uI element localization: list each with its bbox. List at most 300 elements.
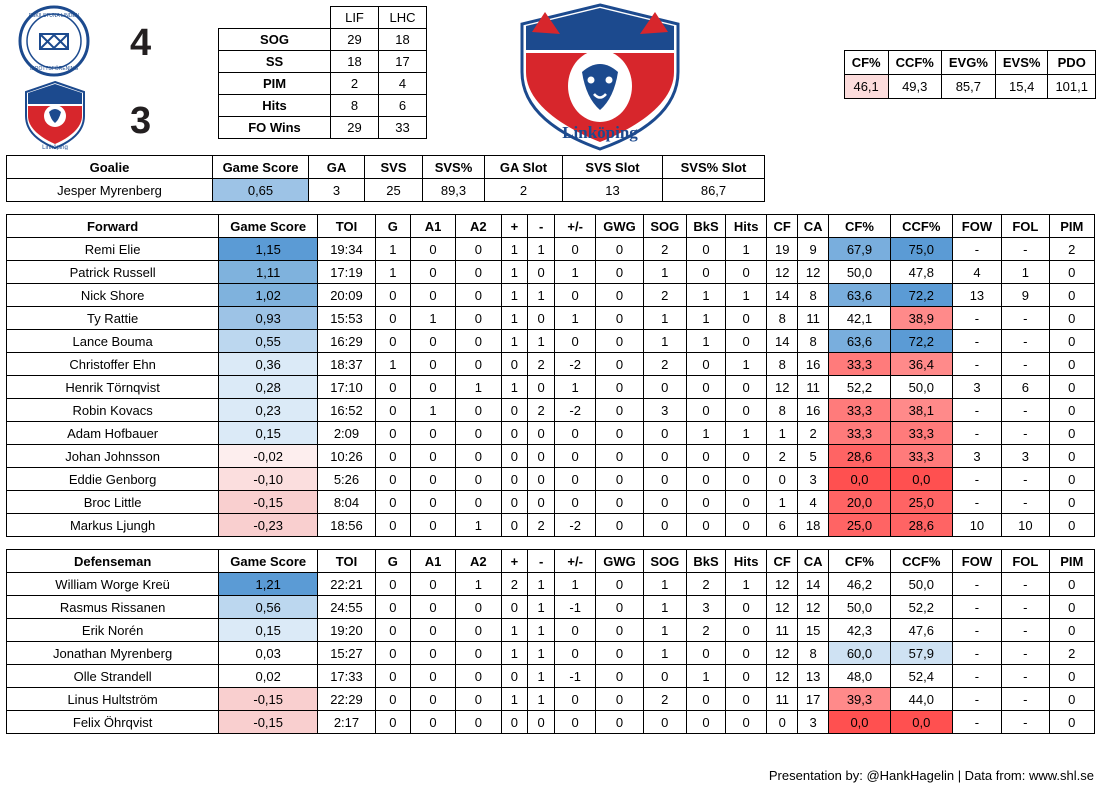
game-score: 1,15 <box>219 238 318 261</box>
game-score: 0,36 <box>219 353 318 376</box>
toi: 15:53 <box>318 307 376 330</box>
game-score: -0,15 <box>219 711 318 734</box>
primary-assists: 0 <box>410 445 455 468</box>
col-fow: FOW <box>952 550 1001 573</box>
corsi-close-for-pct: 50,0 <box>890 376 952 399</box>
corsi-for-pct: 46,2 <box>829 573 891 596</box>
goals: 0 <box>375 422 410 445</box>
penalty-minutes: 0 <box>1049 307 1094 330</box>
corsi-for-pct: 33,3 <box>829 399 891 422</box>
hits: 0 <box>726 261 767 284</box>
plus: 0 <box>501 711 528 734</box>
secondary-assists: 0 <box>456 619 501 642</box>
table-row <box>7 573 1095 596</box>
shots-on-goal: 0 <box>643 376 686 399</box>
game-score: 0,15 <box>219 422 318 445</box>
player-name: Felix Öhrqvist <box>7 711 219 734</box>
toi: 10:26 <box>318 445 376 468</box>
minus: 0 <box>528 376 555 399</box>
toi: 24:55 <box>318 596 376 619</box>
faceoff-losses: 9 <box>1002 284 1049 307</box>
corsi-close-for-pct: 38,9 <box>890 307 952 330</box>
col-cfpct: CF% <box>829 550 891 573</box>
corsi-for-pct: 63,6 <box>829 284 891 307</box>
plus: 1 <box>501 238 528 261</box>
penalty-minutes: 0 <box>1049 261 1094 284</box>
corsi-for-pct: 0,0 <box>829 711 891 734</box>
goalie-col-svsslot: SVS Slot <box>563 156 663 179</box>
plus: 1 <box>501 619 528 642</box>
plus-minus: -2 <box>555 514 596 537</box>
goals: 1 <box>375 261 410 284</box>
shots-on-goal: 0 <box>643 468 686 491</box>
primary-assists: 0 <box>410 330 455 353</box>
primary-assists: 0 <box>410 353 455 376</box>
game-winning-goal: 0 <box>596 619 643 642</box>
game-score: 0,03 <box>219 642 318 665</box>
shots-on-goal: 0 <box>643 711 686 734</box>
blocked-shots: 0 <box>686 642 725 665</box>
player-name: Johan Johnsson <box>7 445 219 468</box>
hits: 0 <box>726 642 767 665</box>
game-winning-goal: 0 <box>596 596 643 619</box>
plus: 0 <box>501 491 528 514</box>
faceoff-wins: - <box>952 307 1001 330</box>
toi: 2:09 <box>318 422 376 445</box>
logo-wordmark: Linköping <box>562 123 638 142</box>
summary-label: Hits <box>219 95 331 117</box>
corsi-for-pct: 50,0 <box>829 596 891 619</box>
minus: 1 <box>528 284 555 307</box>
col-gwg: GWG <box>596 550 643 573</box>
summary-col-lhc: LHC <box>379 7 427 29</box>
corsi-close-for-pct: 36,4 <box>890 353 952 376</box>
table-row <box>7 422 1095 445</box>
footer-credit: Presentation by: @HankHagelin | Data from: www.shl.se <box>768 768 1094 783</box>
game-score: 0,28 <box>219 376 318 399</box>
forward-col-name: Forward <box>7 215 219 238</box>
player-name: Ty Rattie <box>7 307 219 330</box>
player-name: Broc Little <box>7 491 219 514</box>
hits: 0 <box>726 711 767 734</box>
col-ccfpct: CCF% <box>890 215 952 238</box>
faceoff-wins: - <box>952 665 1001 688</box>
table-header-row <box>7 156 1095 179</box>
col-toi: TOI <box>318 215 376 238</box>
plus-minus: 1 <box>555 573 596 596</box>
goalie-col-gaslot: GA Slot <box>485 156 563 179</box>
faceoff-wins: - <box>952 491 1001 514</box>
goals: 0 <box>375 399 410 422</box>
penalty-minutes: 0 <box>1049 445 1094 468</box>
col-bks: BkS <box>686 550 725 573</box>
hits: 0 <box>726 376 767 399</box>
hits: 1 <box>726 284 767 307</box>
blocked-shots: 1 <box>686 284 725 307</box>
svg-text:ESKILSTUNA LINDEN: ESKILSTUNA LINDEN <box>28 13 80 19</box>
corsi-against: 16 <box>798 353 829 376</box>
secondary-assists: 1 <box>456 573 501 596</box>
col-plusminus: +/- <box>555 550 596 573</box>
secondary-assists: 0 <box>456 422 501 445</box>
minus: 0 <box>528 445 555 468</box>
player-name: Olle Strandell <box>7 665 219 688</box>
game-winning-goal: 0 <box>596 238 643 261</box>
corsi-for: 12 <box>767 376 798 399</box>
corsi-against: 5 <box>798 445 829 468</box>
toi: 2:17 <box>318 711 376 734</box>
faceoff-wins: 13 <box>952 284 1001 307</box>
table-row <box>844 75 1095 99</box>
table-row <box>7 376 1095 399</box>
shots-on-goal: 1 <box>643 330 686 353</box>
plus-minus: 0 <box>555 445 596 468</box>
secondary-assists: 0 <box>456 238 501 261</box>
blocked-shots: 0 <box>686 261 725 284</box>
plus: 0 <box>501 514 528 537</box>
blocked-shots: 0 <box>686 399 725 422</box>
eskilstuna-linden-logo-icon <box>10 4 98 78</box>
goalie-col-ga: GA <box>309 156 365 179</box>
corsi-against: 13 <box>798 665 829 688</box>
blocked-shots: 3 <box>686 596 725 619</box>
penalty-minutes: 0 <box>1049 353 1094 376</box>
summary-label: FO Wins <box>219 117 331 139</box>
penalty-minutes: 0 <box>1049 284 1094 307</box>
col-hits: Hits <box>726 550 767 573</box>
faceoff-wins: - <box>952 399 1001 422</box>
corsi-against: 14 <box>798 573 829 596</box>
corsi-close-for-pct: 44,0 <box>890 688 952 711</box>
col-game-score: Game Score <box>219 215 318 238</box>
secondary-assists: 0 <box>456 284 501 307</box>
game-winning-goal: 0 <box>596 330 643 353</box>
corsi-for: 2 <box>767 445 798 468</box>
game-winning-goal: 0 <box>596 353 643 376</box>
primary-assists: 0 <box>410 688 455 711</box>
corsi-for: 12 <box>767 573 798 596</box>
hits: 0 <box>726 445 767 468</box>
summary-col-lif: LIF <box>331 7 379 29</box>
corsi-close-for-pct: 0,0 <box>890 468 952 491</box>
col-ca: CA <box>798 550 829 573</box>
table-row <box>7 596 1095 619</box>
blocked-shots: 1 <box>686 665 725 688</box>
goalie-spacer-header <box>765 156 1095 179</box>
goals: 0 <box>375 376 410 399</box>
corsi-for: 8 <box>767 307 798 330</box>
minus: 0 <box>528 711 555 734</box>
game-score: 0,15 <box>219 619 318 642</box>
game-winning-goal: 0 <box>596 468 643 491</box>
player-name: Patrick Russell <box>7 261 219 284</box>
penalty-minutes: 0 <box>1049 330 1094 353</box>
table-header-row <box>7 215 1095 238</box>
primary-assists: 0 <box>410 711 455 734</box>
corsi-for: 19 <box>767 238 798 261</box>
table-header-row <box>844 51 1095 75</box>
adv-value-evs: 15,4 <box>995 75 1048 99</box>
table-row <box>7 665 1095 688</box>
col-g: G <box>375 550 410 573</box>
plus-minus: 1 <box>555 376 596 399</box>
faceoff-losses: - <box>1002 711 1049 734</box>
corsi-against: 2 <box>798 422 829 445</box>
player-name: Linus Hultström <box>7 688 219 711</box>
goals: 0 <box>375 468 410 491</box>
plus: 0 <box>501 399 528 422</box>
plus: 1 <box>501 307 528 330</box>
summary-lif-value: 8 <box>331 95 379 117</box>
plus: 0 <box>501 468 528 491</box>
plus: 2 <box>501 573 528 596</box>
corsi-for: 1 <box>767 491 798 514</box>
corsi-for: 12 <box>767 596 798 619</box>
faceoff-losses: - <box>1002 353 1049 376</box>
plus: 1 <box>501 261 528 284</box>
secondary-assists: 0 <box>456 665 501 688</box>
game-score: -0,15 <box>219 491 318 514</box>
faceoff-losses: - <box>1002 619 1049 642</box>
game-winning-goal: 0 <box>596 307 643 330</box>
corsi-against: 12 <box>798 596 829 619</box>
corsi-close-for-pct: 25,0 <box>890 491 952 514</box>
corsi-for-pct: 33,3 <box>829 353 891 376</box>
table-row <box>7 238 1095 261</box>
corsi-close-for-pct: 47,6 <box>890 619 952 642</box>
player-name: Christoffer Ehn <box>7 353 219 376</box>
shots-on-goal: 2 <box>643 353 686 376</box>
corsi-for: 14 <box>767 284 798 307</box>
faceoff-losses: - <box>1002 399 1049 422</box>
shots-on-goal: 0 <box>643 491 686 514</box>
summary-lhc-value: 4 <box>379 73 427 95</box>
faceoff-wins: 4 <box>952 261 1001 284</box>
adv-col-evg: EVG% <box>941 51 995 75</box>
secondary-assists: 0 <box>456 261 501 284</box>
penalty-minutes: 2 <box>1049 238 1094 261</box>
faceoff-losses: 10 <box>1002 514 1049 537</box>
summary-lif-value: 29 <box>331 117 379 139</box>
home-score: 4 <box>130 22 152 64</box>
shots-on-goal: 1 <box>643 619 686 642</box>
shots-on-goal: 2 <box>643 284 686 307</box>
hits: 0 <box>726 468 767 491</box>
penalty-minutes: 0 <box>1049 514 1094 537</box>
plus-minus: 1 <box>555 307 596 330</box>
goals: 0 <box>375 688 410 711</box>
goalie-svs: 25 <box>365 179 423 202</box>
table-row <box>219 95 427 117</box>
corsi-against: 16 <box>798 399 829 422</box>
shots-on-goal: 0 <box>643 665 686 688</box>
col-a2: A2 <box>456 550 501 573</box>
col-sog: SOG <box>643 550 686 573</box>
goals: 0 <box>375 491 410 514</box>
faceoff-wins: 10 <box>952 514 1001 537</box>
game-winning-goal: 0 <box>596 711 643 734</box>
goals: 0 <box>375 596 410 619</box>
summary-lif-value: 29 <box>331 29 379 51</box>
faceoff-losses: - <box>1002 573 1049 596</box>
corsi-against: 11 <box>798 307 829 330</box>
primary-assists: 0 <box>410 376 455 399</box>
faceoff-wins: - <box>952 642 1001 665</box>
penalty-minutes: 0 <box>1049 491 1094 514</box>
plus: 1 <box>501 284 528 307</box>
adv-value-evg: 85,7 <box>941 75 995 99</box>
goalie-game-score: 0,65 <box>213 179 309 202</box>
game-score: 1,11 <box>219 261 318 284</box>
col-ccfpct: CCF% <box>890 550 952 573</box>
secondary-assists: 0 <box>456 688 501 711</box>
primary-assists: 0 <box>410 422 455 445</box>
game-winning-goal: 0 <box>596 688 643 711</box>
summary-lhc-value: 18 <box>379 29 427 51</box>
secondary-assists: 0 <box>456 468 501 491</box>
plus: 1 <box>501 376 528 399</box>
blocked-shots: 0 <box>686 445 725 468</box>
plus-minus: 0 <box>555 619 596 642</box>
linkoping-hc-logo-large-icon <box>500 2 700 152</box>
summary-label: PIM <box>219 73 331 95</box>
faceoff-wins: - <box>952 573 1001 596</box>
penalty-minutes: 0 <box>1049 711 1094 734</box>
hits: 0 <box>726 514 767 537</box>
faceoff-wins: - <box>952 596 1001 619</box>
hits: 1 <box>726 353 767 376</box>
plus-minus: -2 <box>555 353 596 376</box>
penalty-minutes: 0 <box>1049 468 1094 491</box>
primary-assists: 0 <box>410 596 455 619</box>
game-score: 0,56 <box>219 596 318 619</box>
plus-minus: 0 <box>555 238 596 261</box>
goalie-svspct-slot: 86,7 <box>663 179 765 202</box>
toi: 15:27 <box>318 642 376 665</box>
game-winning-goal: 0 <box>596 399 643 422</box>
faceoff-losses: - <box>1002 238 1049 261</box>
adv-col-pdo: PDO <box>1048 51 1096 75</box>
col-cf: CF <box>767 550 798 573</box>
table-row <box>7 711 1095 734</box>
goalie-svspct: 89,3 <box>423 179 485 202</box>
hits: 0 <box>726 399 767 422</box>
faceoff-wins: - <box>952 353 1001 376</box>
faceoff-wins: - <box>952 330 1001 353</box>
adv-value-ccf: 49,3 <box>888 75 941 99</box>
col-fol: FOL <box>1002 550 1049 573</box>
corsi-for: 11 <box>767 619 798 642</box>
adv-value-cf: 46,1 <box>844 75 888 99</box>
penalty-minutes: 0 <box>1049 422 1094 445</box>
toi: 5:26 <box>318 468 376 491</box>
table-row <box>7 688 1095 711</box>
col-a2: A2 <box>456 215 501 238</box>
player-name: Rasmus Rissanen <box>7 596 219 619</box>
faceoff-losses: 1 <box>1002 261 1049 284</box>
plus: 0 <box>501 445 528 468</box>
table-row <box>7 353 1095 376</box>
table-row <box>219 73 427 95</box>
table-row <box>219 117 427 139</box>
player-name: Eddie Genborg <box>7 468 219 491</box>
table-row <box>219 29 427 51</box>
minus: 1 <box>528 642 555 665</box>
game-score: -0,15 <box>219 688 318 711</box>
faceoff-losses: - <box>1002 491 1049 514</box>
goals: 0 <box>375 642 410 665</box>
linkoping-hc-logo-small-icon <box>18 80 92 150</box>
player-name: Nick Shore <box>7 284 219 307</box>
player-name: Erik Norén <box>7 619 219 642</box>
hits: 1 <box>726 238 767 261</box>
toi: 22:21 <box>318 573 376 596</box>
primary-assists: 1 <box>410 399 455 422</box>
shots-on-goal: 3 <box>643 399 686 422</box>
goalie-spacer-cell <box>765 179 1095 202</box>
game-winning-goal: 0 <box>596 422 643 445</box>
plus-minus: 0 <box>555 330 596 353</box>
game-winning-goal: 0 <box>596 573 643 596</box>
toi: 18:37 <box>318 353 376 376</box>
toi: 16:52 <box>318 399 376 422</box>
hits: 0 <box>726 307 767 330</box>
blocked-shots: 0 <box>686 514 725 537</box>
game-score: -0,02 <box>219 445 318 468</box>
table-row <box>7 514 1095 537</box>
table-row <box>7 491 1095 514</box>
faceoff-wins: 3 <box>952 376 1001 399</box>
player-name: Henrik Törnqvist <box>7 376 219 399</box>
faceoff-wins: - <box>952 238 1001 261</box>
shots-on-goal: 2 <box>643 238 686 261</box>
corsi-against: 15 <box>798 619 829 642</box>
blocked-shots: 0 <box>686 376 725 399</box>
table-row <box>7 261 1095 284</box>
table-row <box>7 284 1095 307</box>
minus: 1 <box>528 688 555 711</box>
corsi-for: 8 <box>767 353 798 376</box>
player-name: Markus Ljungh <box>7 514 219 537</box>
table-row <box>7 445 1095 468</box>
summary-lif-value: 18 <box>331 51 379 73</box>
goalie-col-svspct: SVS% <box>423 156 485 179</box>
game-winning-goal: 0 <box>596 665 643 688</box>
corsi-for-pct: 33,3 <box>829 422 891 445</box>
faceoff-wins: - <box>952 688 1001 711</box>
corsi-for: 12 <box>767 665 798 688</box>
goalie-ga: 3 <box>309 179 365 202</box>
blocked-shots: 1 <box>686 307 725 330</box>
corsi-close-for-pct: 52,2 <box>890 596 952 619</box>
faceoff-losses: - <box>1002 642 1049 665</box>
goals: 1 <box>375 238 410 261</box>
minus: 1 <box>528 238 555 261</box>
faceoff-losses: - <box>1002 665 1049 688</box>
toi: 22:29 <box>318 688 376 711</box>
game-winning-goal: 0 <box>596 284 643 307</box>
game-winning-goal: 0 <box>596 261 643 284</box>
toi: 17:33 <box>318 665 376 688</box>
minus: 0 <box>528 468 555 491</box>
faceoff-losses: - <box>1002 688 1049 711</box>
player-name: Robin Kovacs <box>7 399 219 422</box>
plus-minus: -1 <box>555 596 596 619</box>
corsi-against: 8 <box>798 284 829 307</box>
corsi-for: 0 <box>767 711 798 734</box>
plus: 1 <box>501 688 528 711</box>
corsi-against: 3 <box>798 711 829 734</box>
